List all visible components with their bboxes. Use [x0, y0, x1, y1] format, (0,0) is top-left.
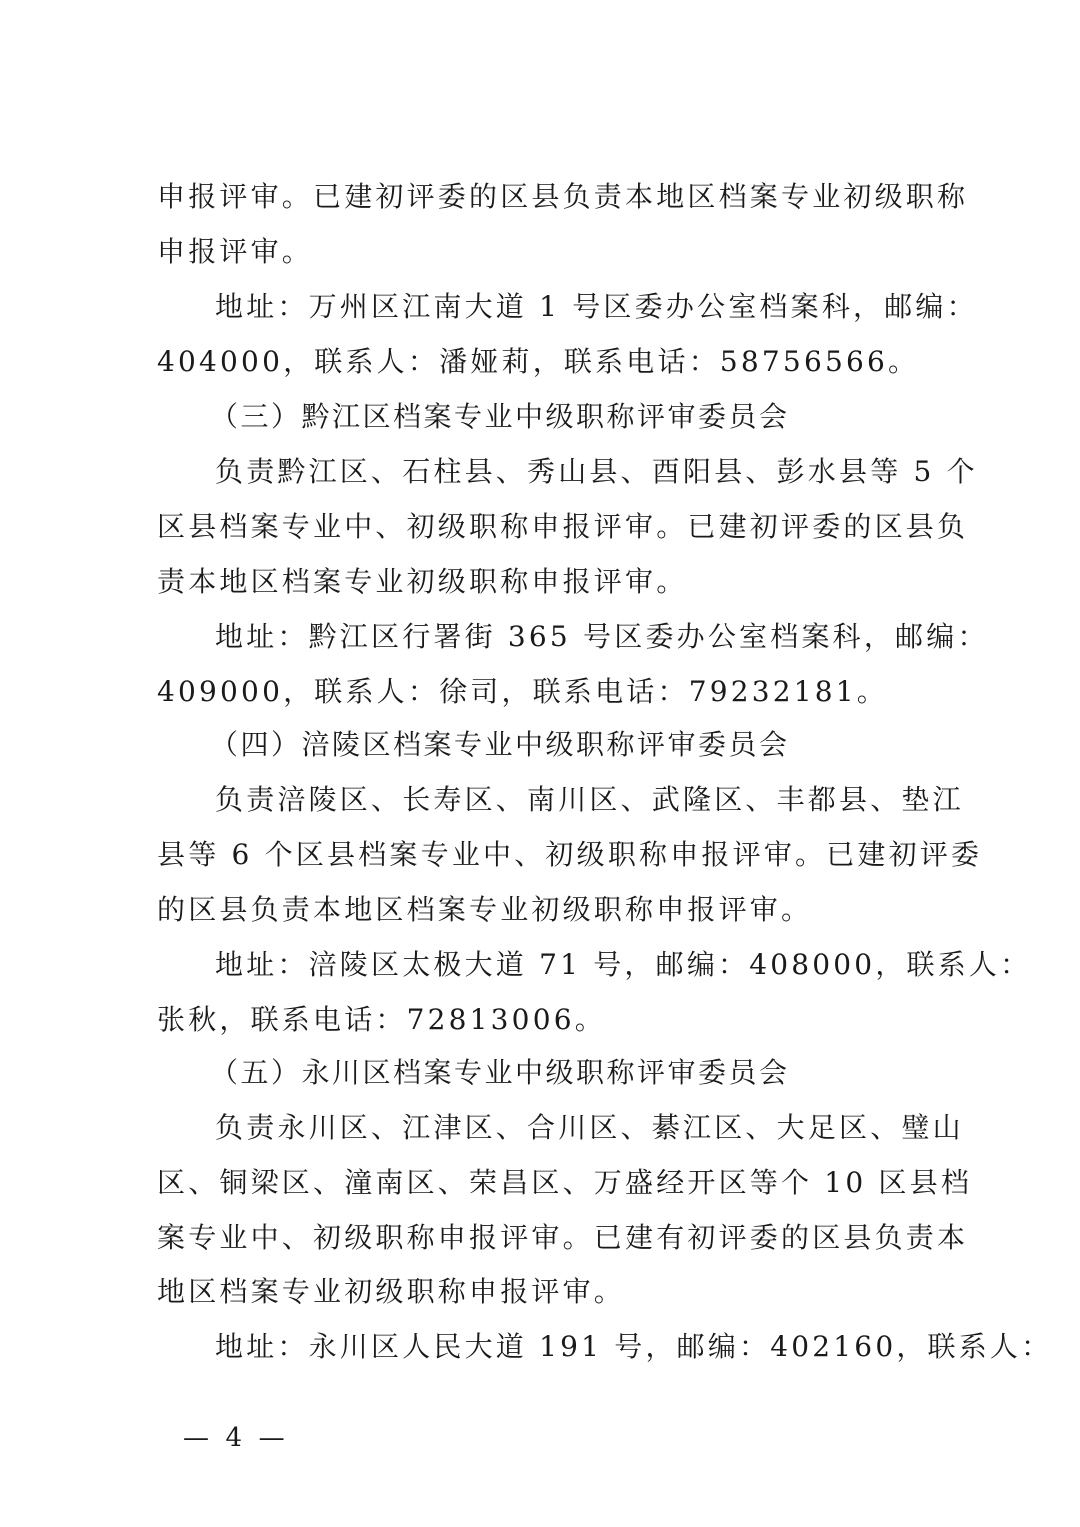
address-line: 地址：黔江区行署街 365 号区委办公室档案科，邮编：	[215, 620, 989, 653]
paragraph-line: 申报评审。	[157, 235, 314, 268]
section-heading: （五）永川区档案专业中级职称评审委员会	[210, 1056, 790, 1089]
paragraph-line: 区、铜梁区、潼南区、荣昌区、万盛经开区等个 10 区县档	[157, 1166, 973, 1199]
contact-line: 409000，联系人：徐司，联系电话：79232181。	[157, 675, 889, 708]
section-heading: （四）涪陵区档案专业中级职称评审委员会	[210, 728, 790, 761]
section-heading: （三）黔江区档案专业中级职称评审委员会	[210, 400, 790, 433]
paragraph-line: 的区县负责本地区档案专业初级职称申报评审。	[157, 893, 813, 926]
paragraph-line: 案专业中、初级职称申报评审。已建有初评委的区县负责本	[157, 1221, 969, 1254]
address-line: 地址：涪陵区太极大道 71 号，邮编：408000，联系人：	[215, 948, 1032, 981]
paragraph-line: 地区档案专业初级职称申报评审。	[157, 1275, 626, 1308]
paragraph-line: 申报评审。已建初评委的区县负责本地区档案专业初级职称	[157, 180, 969, 213]
page-number: — 4 —	[183, 1423, 285, 1453]
address-line: 地址：永川区人民大道 191 号，邮编：402160，联系人：	[215, 1330, 1053, 1363]
contact-line: 404000，联系人：潘娅莉，联系电话：58756566。	[157, 345, 920, 378]
paragraph-line: 负责黔江区、石柱县、秀山县、酉阳县、彭水县等 5 个	[215, 455, 978, 488]
address-line: 地址：万州区江南大道 1 号区委办公室档案科，邮编：	[215, 290, 978, 323]
paragraph-line: 负责永川区、江津区、合川区、綦江区、大足区、璧山	[215, 1111, 964, 1144]
paragraph-line: 县等 6 个区县档案专业中、初级职称申报评审。已建初评委	[157, 838, 983, 871]
paragraph-line: 责本地区档案专业初级职称申报评审。	[157, 565, 688, 598]
contact-line: 张秋，联系电话：72813006。	[157, 1003, 606, 1036]
paragraph-line: 区县档案专业中、初级职称申报评审。已建初评委的区县负	[157, 510, 969, 543]
paragraph-line: 负责涪陵区、长寿区、南川区、武隆区、丰都县、垫江	[215, 783, 964, 816]
